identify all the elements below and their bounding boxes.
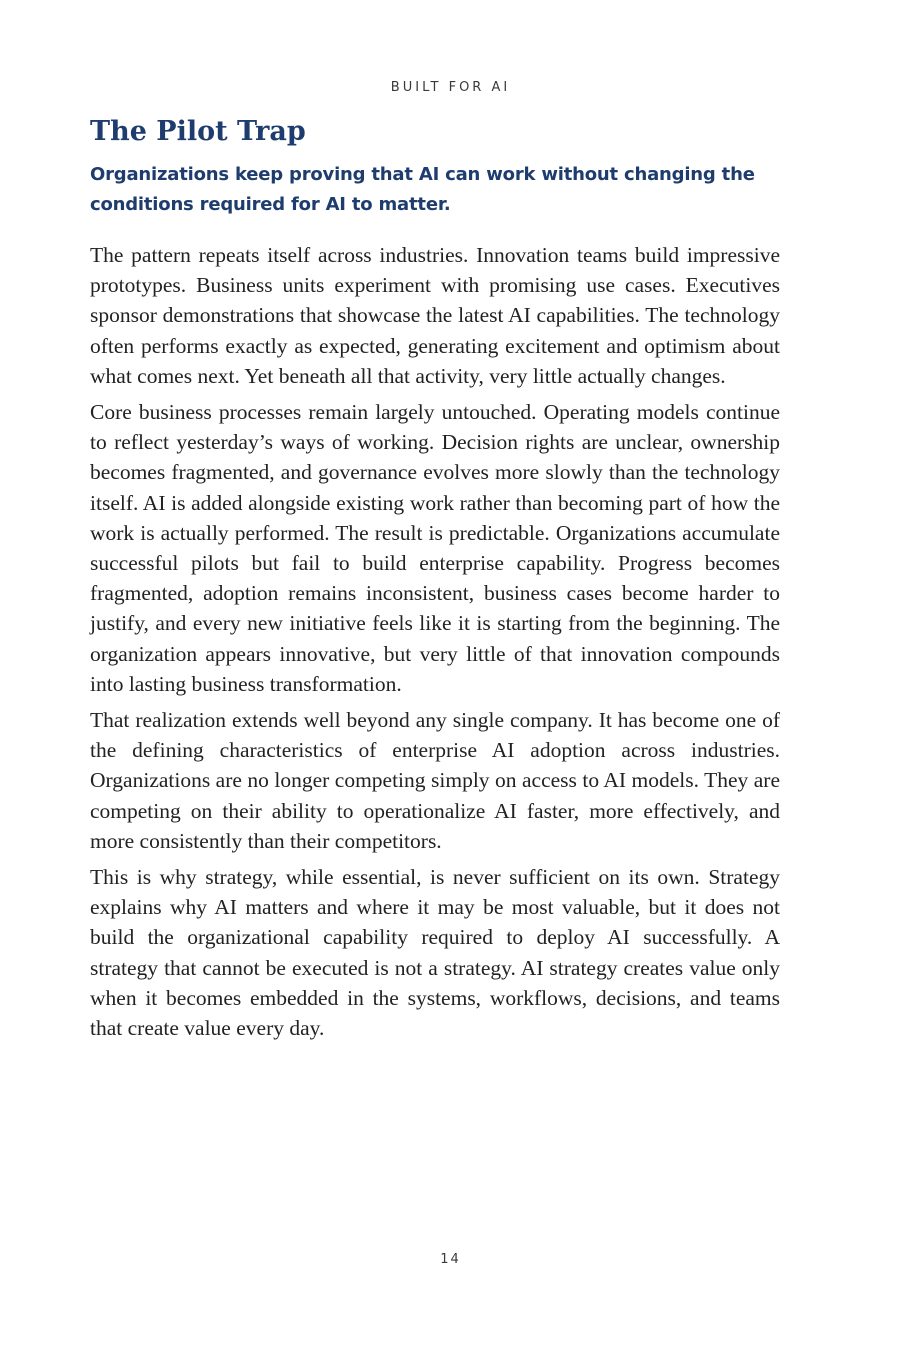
paragraph: Core business processes remain largely untouched. Operating models continue to reflect yesterday’s ways of working. Decision rights are unclear, ownership becomes fragmented, and governance evolves more slowly than the technology itself. AI is added alongside existing work rather than becoming part of how the work is actually performed. The result is predictable. Organizations accumulate successful pilots but fail to build enterprise capability. Progress becomes fragmented, adoption remains inconsistent, business cases become harder to justify, and every new initiative feels like it is starting from the beginning. The organization appears innovative, but very little of that innovation compounds into lasting business transformation. (90, 400, 780, 696)
section-title: The Pilot Trap (90, 116, 306, 147)
page-content (90, 112, 780, 1049)
paragraph: The pattern repeats itself across industries. Innovation teams build impressive prototypes. Business units experiment with promising use cases. Executives sponsor demonstrations that showcase the latest AI capabilities. The technology often performs exactly as expected, generating excitement and optimism about what comes next. Yet beneath all that activity, very little actually changes. (90, 243, 780, 388)
running-header: BUILT FOR AI (390, 80, 511, 95)
body-text (90, 240, 780, 1043)
paragraph: That realization extends well beyond any single company. It has become one of the defining characteristics of enterprise AI adoption across industries. Organizations are no longer competing simply on access to AI models. They are competing on their ability to operationalize AI faster, more effectively, and more consistently than their competitors. (90, 708, 780, 853)
section-subtitle: Organizations keep proving that AI can work without changing the conditions required for AI to matter. (90, 164, 755, 215)
paragraph: This is why strategy, while essential, is never sufficient on its own. Strategy explains why AI matters and where it may be most valuable, but it does not build the organizational capability required to deploy AI successfully. A strategy that cannot be executed is not a strategy. AI strategy creates value only when it becomes embedded in the systems, workflows, decisions, and teams that create value every day. (90, 865, 780, 1041)
page-number: 14 (440, 1252, 461, 1267)
